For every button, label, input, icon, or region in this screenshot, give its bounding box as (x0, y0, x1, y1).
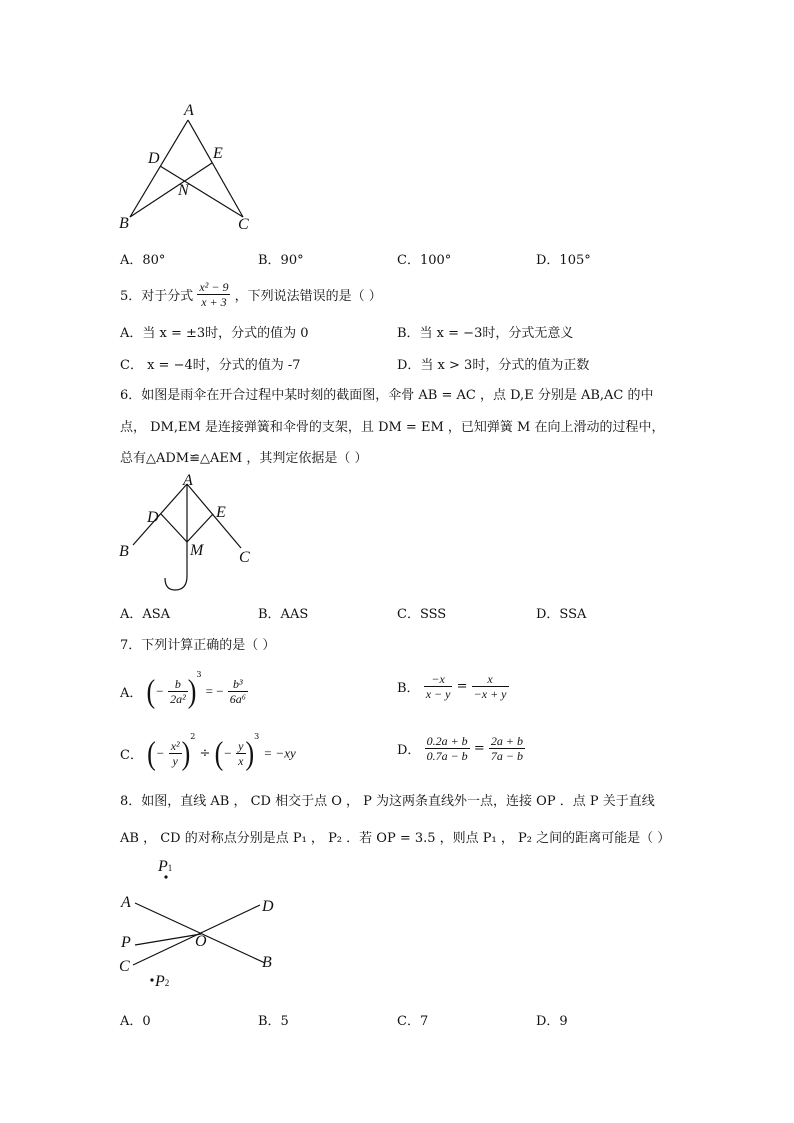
q4-triangle-figure (115, 100, 275, 240)
q7-a-frac2 (228, 677, 248, 706)
q6-option-a[interactable]: A．ASA (120, 607, 171, 622)
q4-option-b[interactable]: B．90° (258, 253, 304, 268)
q7-b-frac1-num: −x (424, 672, 453, 687)
q6-option-c[interactable]: C．SSS (397, 607, 447, 622)
q7-b-frac1-den: x − y (425, 687, 451, 701)
q8-label-P: P (121, 934, 131, 951)
q7-c-frac1-num: x² (170, 739, 180, 753)
q6-label-M: M (190, 542, 204, 559)
q6-line3: 总有△ADM≌△AEM ，其判定依据是（ ） (120, 451, 368, 466)
q7-b-equals: = (456, 679, 468, 694)
q5-frac-num: x² − 9 (199, 280, 229, 294)
q7-option-a[interactable]: A． (− $\frac{b}{\text{2a²}}$ )$^3$ = − $\frac{\text{b³}}{\text{6a⁶}}$ (120, 670, 246, 709)
q7-a-exponent: 3 (196, 670, 202, 679)
q6-label-C: C (239, 549, 250, 566)
q8-line2: AB ， CD 的对称点分别是点 P₁ ， P₂ ．若 OP = 3.5 ，则点 P₁ ， P₂ 之间的距离可能是（ ） (120, 831, 671, 846)
q7-option-a-label: A． (120, 686, 143, 701)
q7-d-frac1-den: 0.7a − b (426, 749, 468, 763)
q7-d-frac2-num: 2a + b (490, 734, 523, 748)
q4-label-D: D (148, 150, 160, 167)
q6-line2: 点， DM,EM 是连接弹簧和伞骨的支架，且 DM = EM ，已知弹簧 M 在向上滑动的过程中， (120, 420, 665, 435)
q7-option-b-label: B． (397, 681, 420, 696)
q8-lines-figure (115, 860, 285, 1000)
q5-option-a[interactable]: A．当 x = ±3时，分式的值为 0 (120, 326, 309, 341)
q7-c-paren2-right: ) (245, 734, 255, 771)
q7-c-frac2-num: y (238, 739, 244, 753)
q4-label-E: E (213, 145, 223, 162)
q8-label-O: O (195, 933, 207, 950)
q5-option-b[interactable]: B．当 x = −3时，分式无意义 (397, 326, 574, 341)
q7-c-result: = −xy (263, 745, 296, 761)
q7-d-equals: = (473, 741, 485, 756)
q8-label-P1: P1 (158, 858, 173, 875)
q7-b-frac2-den: −x + y (473, 687, 507, 701)
q8-option-b[interactable]: B．5 (258, 1014, 289, 1029)
q7-option-d[interactable] (397, 734, 525, 763)
q7-b-frac2-num: x (472, 672, 509, 687)
q8-label-B: B (262, 954, 272, 971)
q5-option-d[interactable]: D．当 x > 3时，分式的值为正数 (397, 358, 590, 373)
q7-option-c-label: C． (120, 748, 143, 763)
q8-option-a[interactable]: A．0 (120, 1014, 151, 1029)
q6-label-D: D (147, 509, 159, 526)
q7-b-frac1 (424, 672, 453, 701)
q7-a-frac2-num: b³ (228, 677, 248, 692)
q4-label-B: B (119, 215, 129, 232)
q7-a-left-paren: ( (146, 672, 156, 709)
q7-d-frac2-den: 7a − b (490, 749, 523, 763)
q7-c-frac1-den: y (172, 754, 178, 768)
q8-label-D: D (262, 898, 274, 915)
q5-option-c[interactable]: C． x = −4时，分式的值为 -7 (120, 358, 301, 373)
q5-stem-prefix: 5．对于分式 (120, 289, 194, 304)
q8-label-A: A (121, 894, 131, 911)
q7-option-c[interactable]: C． (− $\frac{\text{x²}}{y}$ )$^2$ ÷ (− $\frac{y}{x}$ )$^3$ = −xy (120, 732, 296, 771)
q8-label-C: C (119, 958, 130, 975)
q5-stem (120, 280, 382, 309)
q7-option-b[interactable] (397, 672, 509, 701)
q7-a-frac2-den: 6a⁶ (229, 692, 246, 706)
q7-c-frac2 (236, 739, 245, 768)
q4-option-c[interactable]: C．100° (397, 253, 452, 268)
q7-stem: 7．下列计算正确的是（ ） (120, 638, 276, 653)
q5-fraction (197, 280, 230, 309)
q4-label-C: C (238, 216, 249, 233)
q7-a-equals: = − (205, 683, 224, 699)
q8-label-P2: P2 (155, 973, 170, 990)
q6-option-d[interactable]: D．SSA (536, 607, 587, 622)
q5-frac-den: x + 3 (201, 295, 227, 309)
q7-a-frac1-num: b (168, 677, 188, 692)
q7-c-paren1-right: ) (181, 734, 191, 771)
q7-c-frac2-den: x (238, 754, 244, 768)
q7-d-frac1-num: 0.2a + b (426, 734, 468, 748)
q7-c-frac1 (169, 739, 182, 768)
q8-line1: 8．如图，直线 AB ， CD 相交于点 O ， P 为这两条直线外一点，连接 OP ．点 P 关于直线 (120, 794, 655, 809)
q7-c-exponent1: 2 (190, 732, 196, 741)
q8-option-d[interactable]: D．9 (536, 1014, 568, 1029)
q4-option-a[interactable]: A．80° (120, 253, 166, 268)
q7-d-frac1 (425, 734, 470, 763)
q7-c-paren2-left: ( (214, 734, 224, 771)
q8-option-c[interactable]: C．7 (397, 1014, 429, 1029)
q7-a-frac1 (168, 677, 188, 706)
q6-label-E: E (216, 504, 226, 521)
q7-c-paren1-left: ( (147, 734, 156, 771)
q6-label-A: A (183, 472, 193, 489)
q7-d-frac2 (489, 734, 525, 763)
q7-a-right-paren: ) (187, 672, 197, 709)
q7-b-frac2 (472, 672, 509, 701)
q6-label-B: B (119, 543, 129, 560)
q4-option-d[interactable]: D．105° (536, 253, 591, 268)
q6-option-b[interactable]: B．AAS (258, 607, 309, 622)
q6-line1: 6．如图是雨伞在开合过程中某时刻的截面图，伞骨 AB = AC ，点 D,E 分别是 AB,AC 的中 (120, 388, 654, 403)
q7-c-divide: ÷ (199, 746, 211, 761)
q7-option-d-label: D． (397, 743, 421, 758)
q5-stem-suffix: ，下列说法错误的是（ ） (234, 289, 382, 304)
q7-c-exponent2: 3 (254, 732, 260, 741)
q4-label-A: A (184, 102, 194, 119)
q7-a-frac1-den: 2a² (170, 692, 186, 706)
q4-label-N: N (178, 182, 189, 199)
